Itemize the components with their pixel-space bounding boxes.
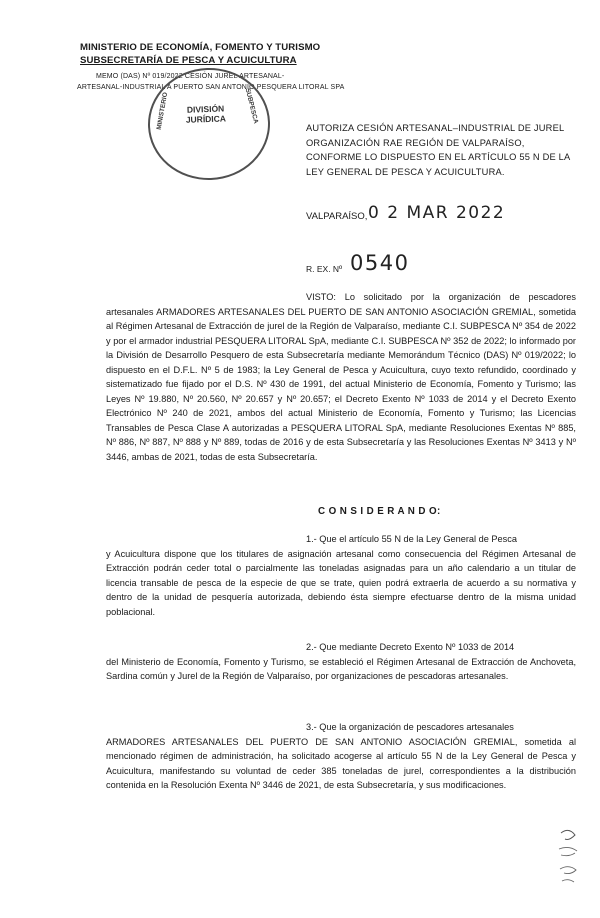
ministry-name: MINISTERIO DE ECONOMÍA, FOMENTO Y TURISMO xyxy=(80,42,321,53)
considerando-1 xyxy=(106,532,576,619)
initials-signature-mark xyxy=(555,825,585,895)
considerando-1-text: y Acuicultura dispone que los titulares de asignación artesanal como consecuencia del Régimen Artesanal de Extracción podrán ceder total o parcialmente las toneladas asignadas para un año calendario a un titular de licencia transable de pesca de la especie de que se trate, quien podrá extraerla de acuerdo a su normativa y dentro de la unidad de pesquería autorizada, debiendo ésta siempre efectuarse dentro de la misma unidad poblacional. xyxy=(106,548,576,617)
considerando-2-first-line: 2.- Que mediante Decreto Exento Nº 1033 de 2014 xyxy=(306,642,515,652)
considerando-3 xyxy=(106,720,576,793)
considerando-2 xyxy=(106,640,576,684)
memo-reference-line-2: ARTESANAL-INDUSTRIAL A PUERTO SAN ANTONIO PESQUERA LITORAL SPA xyxy=(77,84,345,91)
subsecretaria-name: SUBSECRETARÍA DE PESCA Y ACUICULTURA xyxy=(80,55,297,66)
division-juridica-stamp: MINISTERIO SUBPESCA DIVISIÓN JURÍDICA xyxy=(146,66,272,182)
resolution-date: 0 2 MAR 2022 xyxy=(368,203,506,223)
resolution-number: 0540 xyxy=(350,251,410,275)
considerando-2-text: del Ministerio de Economía, Fomento y Turismo, se estableció el Régimen Artesanal de Extracción de Anchoveta, Sardina común y Jurel de la Región de Valparaíso, por organizaciones de pescadoras artesanales. xyxy=(106,656,576,681)
considerando-3-text: ARMADORES ARTESANALES DEL PUERTO DE SAN ANTONIO ASOCIACIÓN GREMIAL, sometida al mencionado régimen de administración, ha solicitado acogerse al artículo 55 N de la Ley General de Pesca y Acuicultura, manifestando su voluntad de ceder 385 toneladas de jurel, correspondientes a la distribución contenida en la Resolución Exenta Nº 3446 de 2021, de esta Subsecretaría, y sus modificaciones. xyxy=(106,736,576,790)
considerando-title: C O N S I D E R A N D O: xyxy=(318,506,441,517)
visto-paragraph: VISTO: Lo solicitado por la organización de pescadores artesanales ARMADORES ARTESANALES DEL PUERTO DE SAN ANTONIO ASOCIACIÓN GREMIAL, sometida al Régimen Artesanal de Extracción de jurel de la Región de Valparaíso, mediante C.I. SUBPESCA Nº 354 de 2022 y por el armador industrial PESQUERA LITORAL SpA, mediante C.I. SUBPESCA Nº 352 de 2022; lo informado por la División de Desarrollo Pesquero de esta Subsecretaría mediante Memorándum Técnico (DAS) Nº 019/2022; lo dispuesto en el D.F.L. Nº 5 de 1983; la Ley General de Pesca y Acuicultura, cuyo texto refundido, coordinado y sistematizado fue fijado por el D.S. Nº 430 de 1991, del actual Ministerio de Economía, Fomento y Turismo; las Leyes Nº 19.880, Nº 20.560, Nº 20.657 y Nº 20.657; el Decreto Exento Nº 1033 de 2014 y el Decreto Exento Electrónico Nº 240 de 2021, ambos del actual Ministerio de Economía, Fomento y Turismo; las Licencias Transables de Pesca Clase A autorizadas a PESQUERA LITORAL SpA, mediante Resoluciones Exentas Nº 885, Nº 886, Nº 887, Nº 888 y Nº 889, todas de 2016 y de esta Subsecretaría y las Resoluciones Exentas Nº 3413 y Nº 3446, ambas de 2021, todas de esta Subsecretaría. xyxy=(106,292,576,462)
considerando-1-first-line: 1.- Que el artículo 55 N de la Ley General de Pesca xyxy=(306,534,517,544)
memo-reference-line-1: MEMO (DAS) Nº 019/2022 CESIÓN JUREL ARTESANAL- xyxy=(96,73,285,80)
resolution-subject: AUTORIZA CESIÓN ARTESANAL–INDUSTRIAL DE JUREL ORGANIZACIÓN RAE REGIÓN DE VALPARAÍSO, CONFORME LO DISPUESTO EN EL ARTÍCULO 55 N DE LA LEY GENERAL DE PESCA Y ACUICULTURA. xyxy=(306,123,570,177)
stamp-text-line-2: JURÍDICA xyxy=(185,113,227,125)
resolution-label: R. EX. Nº xyxy=(306,264,343,274)
place: VALPARAÍSO, xyxy=(306,211,368,222)
considerando-3-first-line: 3.- Que la organización de pescadores artesanales xyxy=(306,722,514,732)
stamp-text-line-1: DIVISIÓN xyxy=(186,103,225,115)
